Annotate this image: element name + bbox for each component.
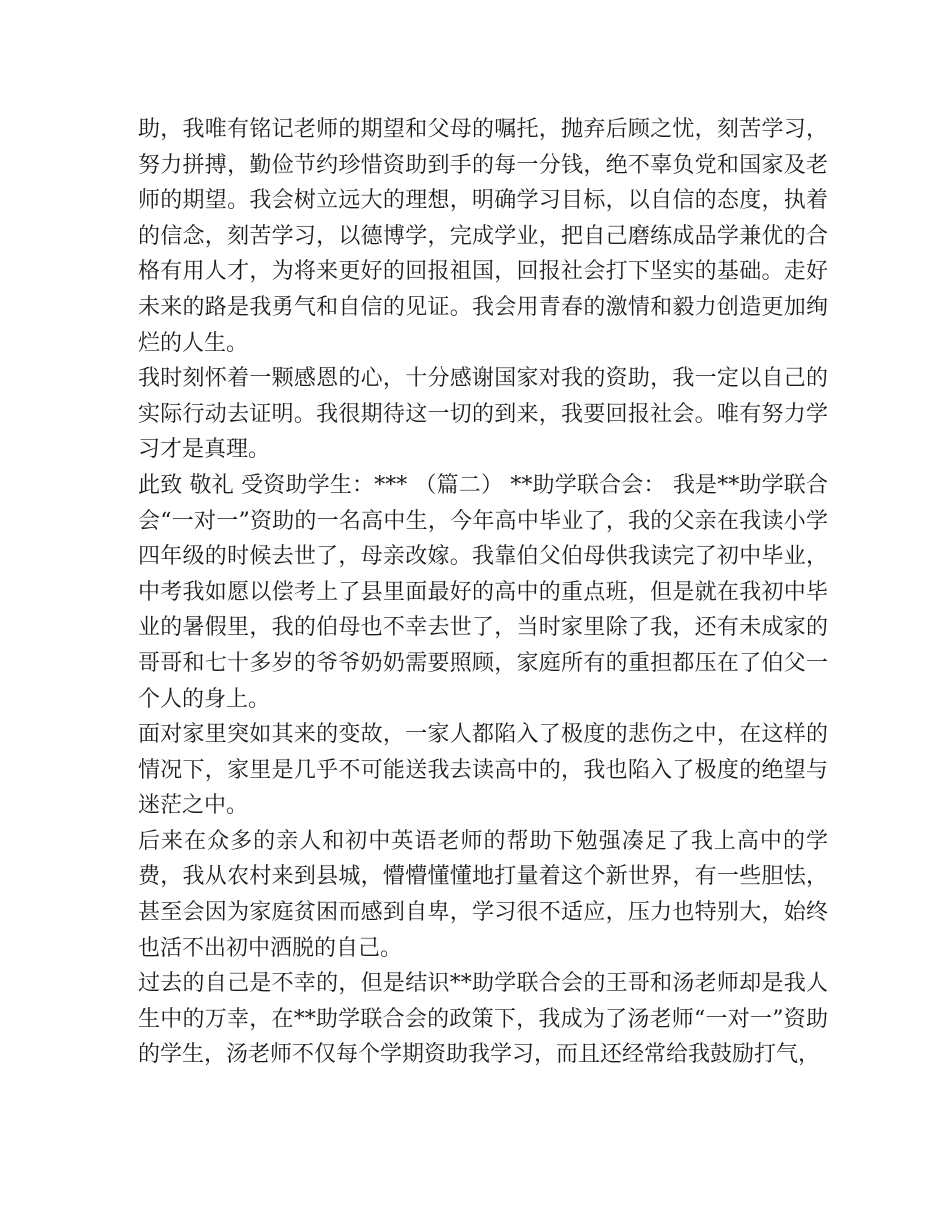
paragraph-6: 过去的自己是不幸的，但是结识**助学联合会的王哥和汤老师却是我人生中的万幸，在**助学联合会的政策下，我成为了汤老师“一对一”资助的学生，汤老师不仅每个学期资助我学习，而且还经常给我鼓励打气， bbox=[138, 971, 828, 1068]
paragraph-2: 我时刻怀着一颗感恩的心，十分感谢国家对我的资助，我一定以自己的实际行动去证明。我很期待这一切的到来，我要回报社会。唯有努力学习才是真理。 bbox=[138, 366, 828, 463]
paragraph-3: 此致 敬礼 受资助学生：*** （篇二） **助学联合会： 我是**助学联合会“一对一”资助的一名高中生，今年高中毕业了，我的父亲在我读小学四年级的时候去世了，母亲改嫁。我靠伯父伯母供我读完了初中毕业，中考我如愿以偿考上了县里面最好的高中的重点班，但是就在我初中毕业的暑假里，我的伯母也不幸去世了，当时家里除了我，还有未成家的哥哥和七十多岁的爷爷奶奶需要照顾，家庭所有的重担都压在了伯父一个人的身上。 bbox=[138, 472, 828, 712]
paragraph-4: 面对家里突如其来的变故，一家人都陷入了极度的悲伤之中，在这样的情况下，家里是几乎不可能送我去读高中的，我也陷入了极度的绝望与迷茫之中。 bbox=[138, 722, 828, 819]
document-body bbox=[138, 112, 828, 1073]
paragraph-1: 助，我唯有铭记老师的期望和父母的嘱托，抛弃后顾之忧，刻苦学习，努力拼搏，勤俭节约珍惜资助到手的每一分钱，绝不辜负党和国家及老师的期望。我会树立远大的理想，明确学习目标，以自信的态度，执着的信念，刻苦学习，以德博学，完成学业，把自己磨练成品学兼优的合格有用人才，为将来更好的回报祖国，回报社会打下坚实的基础。走好未来的路是我勇气和自信的见证。我会用青春的激情和毅力创造更加绚烂的人生。 bbox=[138, 117, 828, 356]
paragraph-5: 后来在众多的亲人和初中英语老师的帮助下勉强凑足了我上高中的学费，我从农村来到县城，懵懵懂懂地打量着这个新世界，有一些胆怯，甚至会因为家庭贫困而感到自卑，学习很不适应，压力也特别大，始终也活不出初中洒脱的自己。 bbox=[138, 828, 828, 961]
